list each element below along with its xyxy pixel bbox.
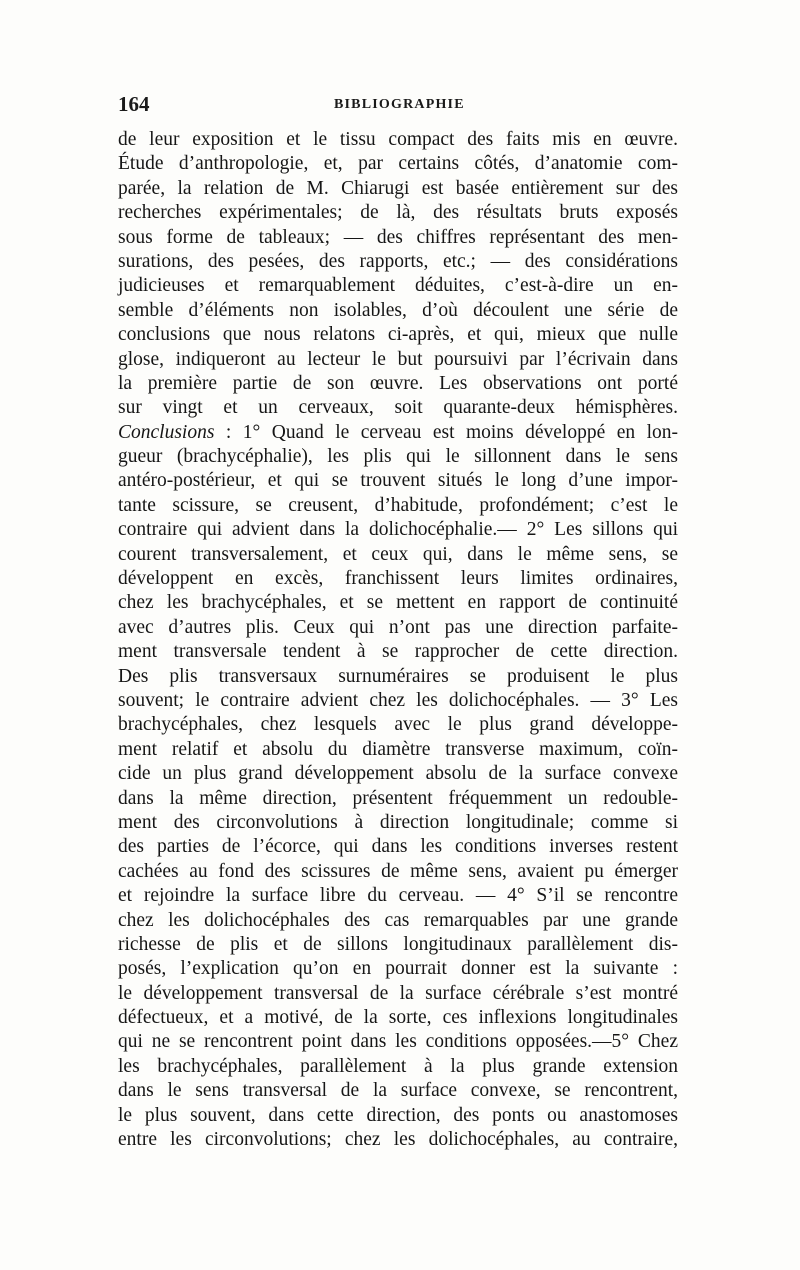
text-line: antéro-postérieur, et qui se trouvent situés le long d’une impor-: [118, 470, 678, 492]
text-line: développent en excès, franchissent leurs limites ordinaires,: [118, 568, 678, 590]
text-line: qui ne se rencontrent point dans les conditions opposées.—5° Chez: [118, 1031, 678, 1053]
text-line: courent transversalement, et ceux qui, dans le même sens, se: [118, 543, 678, 565]
text-line: gueur (brachycéphalie), les plis qui le sillonnent dans le sens: [118, 446, 678, 468]
text-line: recherches expérimentales; de là, des résultats bruts exposés: [118, 202, 678, 224]
text-line: semble d’éléments non isolables, d’où découlent une série de: [118, 299, 678, 321]
text-line: richesse de plis et de sillons longitudinaux parallèlement dis-: [118, 933, 678, 955]
text-line: défectueux, et a motivé, de la sorte, ces inflexions longitudinales: [118, 1007, 678, 1029]
text-line: ment des circonvolutions à direction longitudinale; comme si: [118, 811, 678, 833]
text-line: posés, l’explication qu’on en pourrait donner est la suivante :: [118, 958, 678, 980]
text-line: glose, indiqueront au lecteur le but poursuivi par l’écrivain dans: [118, 348, 678, 370]
page-header: [118, 92, 678, 118]
italic-lead: Conclusions: [118, 421, 215, 443]
text-line: surations, des pesées, des rapports, etc.; — des considérations: [118, 250, 678, 272]
text-line: Étude d’anthropologie, et, par certains côtés, d’anatomie com-: [118, 153, 678, 175]
text-line: le développement transversal de la surface cérébrale s’est montré: [118, 982, 678, 1004]
text-line: cachées au fond des scissures de même sens, avaient pu émerger: [118, 860, 678, 882]
page-number: 164: [118, 92, 150, 116]
text-line: chez les dolichocéphales des cas remarquables par une grande: [118, 909, 678, 931]
text-line: ment transversale tendent à se rapprocher de cette direction.: [118, 641, 678, 663]
text-line: tante scissure, se creusent, d’habitude, profondément; c’est le: [118, 494, 678, 516]
text-line: avec d’autres plis. Ceux qui n’ont pas une direction parfaite-: [118, 616, 678, 638]
text-line: de leur exposition et le tissu compact des faits mis en œuvre.: [118, 129, 678, 150]
text-line: ment relatif et absolu du diamètre transverse maximum, coïn-: [118, 738, 678, 760]
text-line: le plus souvent, dans cette direction, des ponts ou anastomoses: [118, 1104, 678, 1126]
text-line: dans la même direction, présentent fréquemment un redouble-: [118, 787, 678, 809]
text-line: les brachycéphales, parallèlement à la plus grande extension: [118, 1055, 678, 1077]
text-line: sur vingt et un cerveaux, soit quarante-deux hémisphères.: [118, 397, 678, 419]
text-line: Des plis transversaux surnuméraires se produisent le plus: [118, 665, 678, 687]
text-line: la première partie de son œuvre. Les observations ont porté: [118, 372, 678, 394]
text-line: sous forme de tableaux; — des chiffres représentant des men-: [118, 226, 678, 248]
text-line: conclusions que nous relatons ci-après, et qui, mieux que nulle: [118, 324, 678, 346]
text-line: contraire qui advient dans la dolichocéphalie.— 2° Les sillons qui: [118, 519, 678, 541]
text-line: dans le sens transversal de la surface convexe, se rencontrent,: [118, 1080, 678, 1102]
text-line: brachycéphales, chez lesquels avec le plus grand développe-: [118, 714, 678, 736]
text-line: parée, la relation de M. Chiarugi est basée entièrement sur des: [118, 177, 678, 199]
text-line: entre les circonvolutions; chez les dolichocéphales, au contraire,: [118, 1129, 678, 1151]
running-head: BIBLIOGRAPHIE: [334, 97, 465, 112]
text-line: cide un plus grand développement absolu de la surface convexe: [118, 763, 678, 785]
text-line: souvent; le contraire advient chez les dolichocéphales. — 3° Les: [118, 689, 678, 711]
text-line: et rejoindre la surface libre du cerveau. — 4° S’il se rencontre: [118, 885, 678, 907]
text-line: des parties de l’écorce, qui dans les conditions inverses restent: [118, 836, 678, 858]
text-line: Conclusions : 1° Quand le cerveau est moins développé en lon-: [118, 421, 678, 443]
text-line: chez les brachycéphales, et se mettent en rapport de continuité: [118, 592, 678, 614]
text-line: judicieuses et remarquablement déduites, c’est-à-dire un en-: [118, 275, 678, 297]
body-text: [118, 128, 678, 1152]
